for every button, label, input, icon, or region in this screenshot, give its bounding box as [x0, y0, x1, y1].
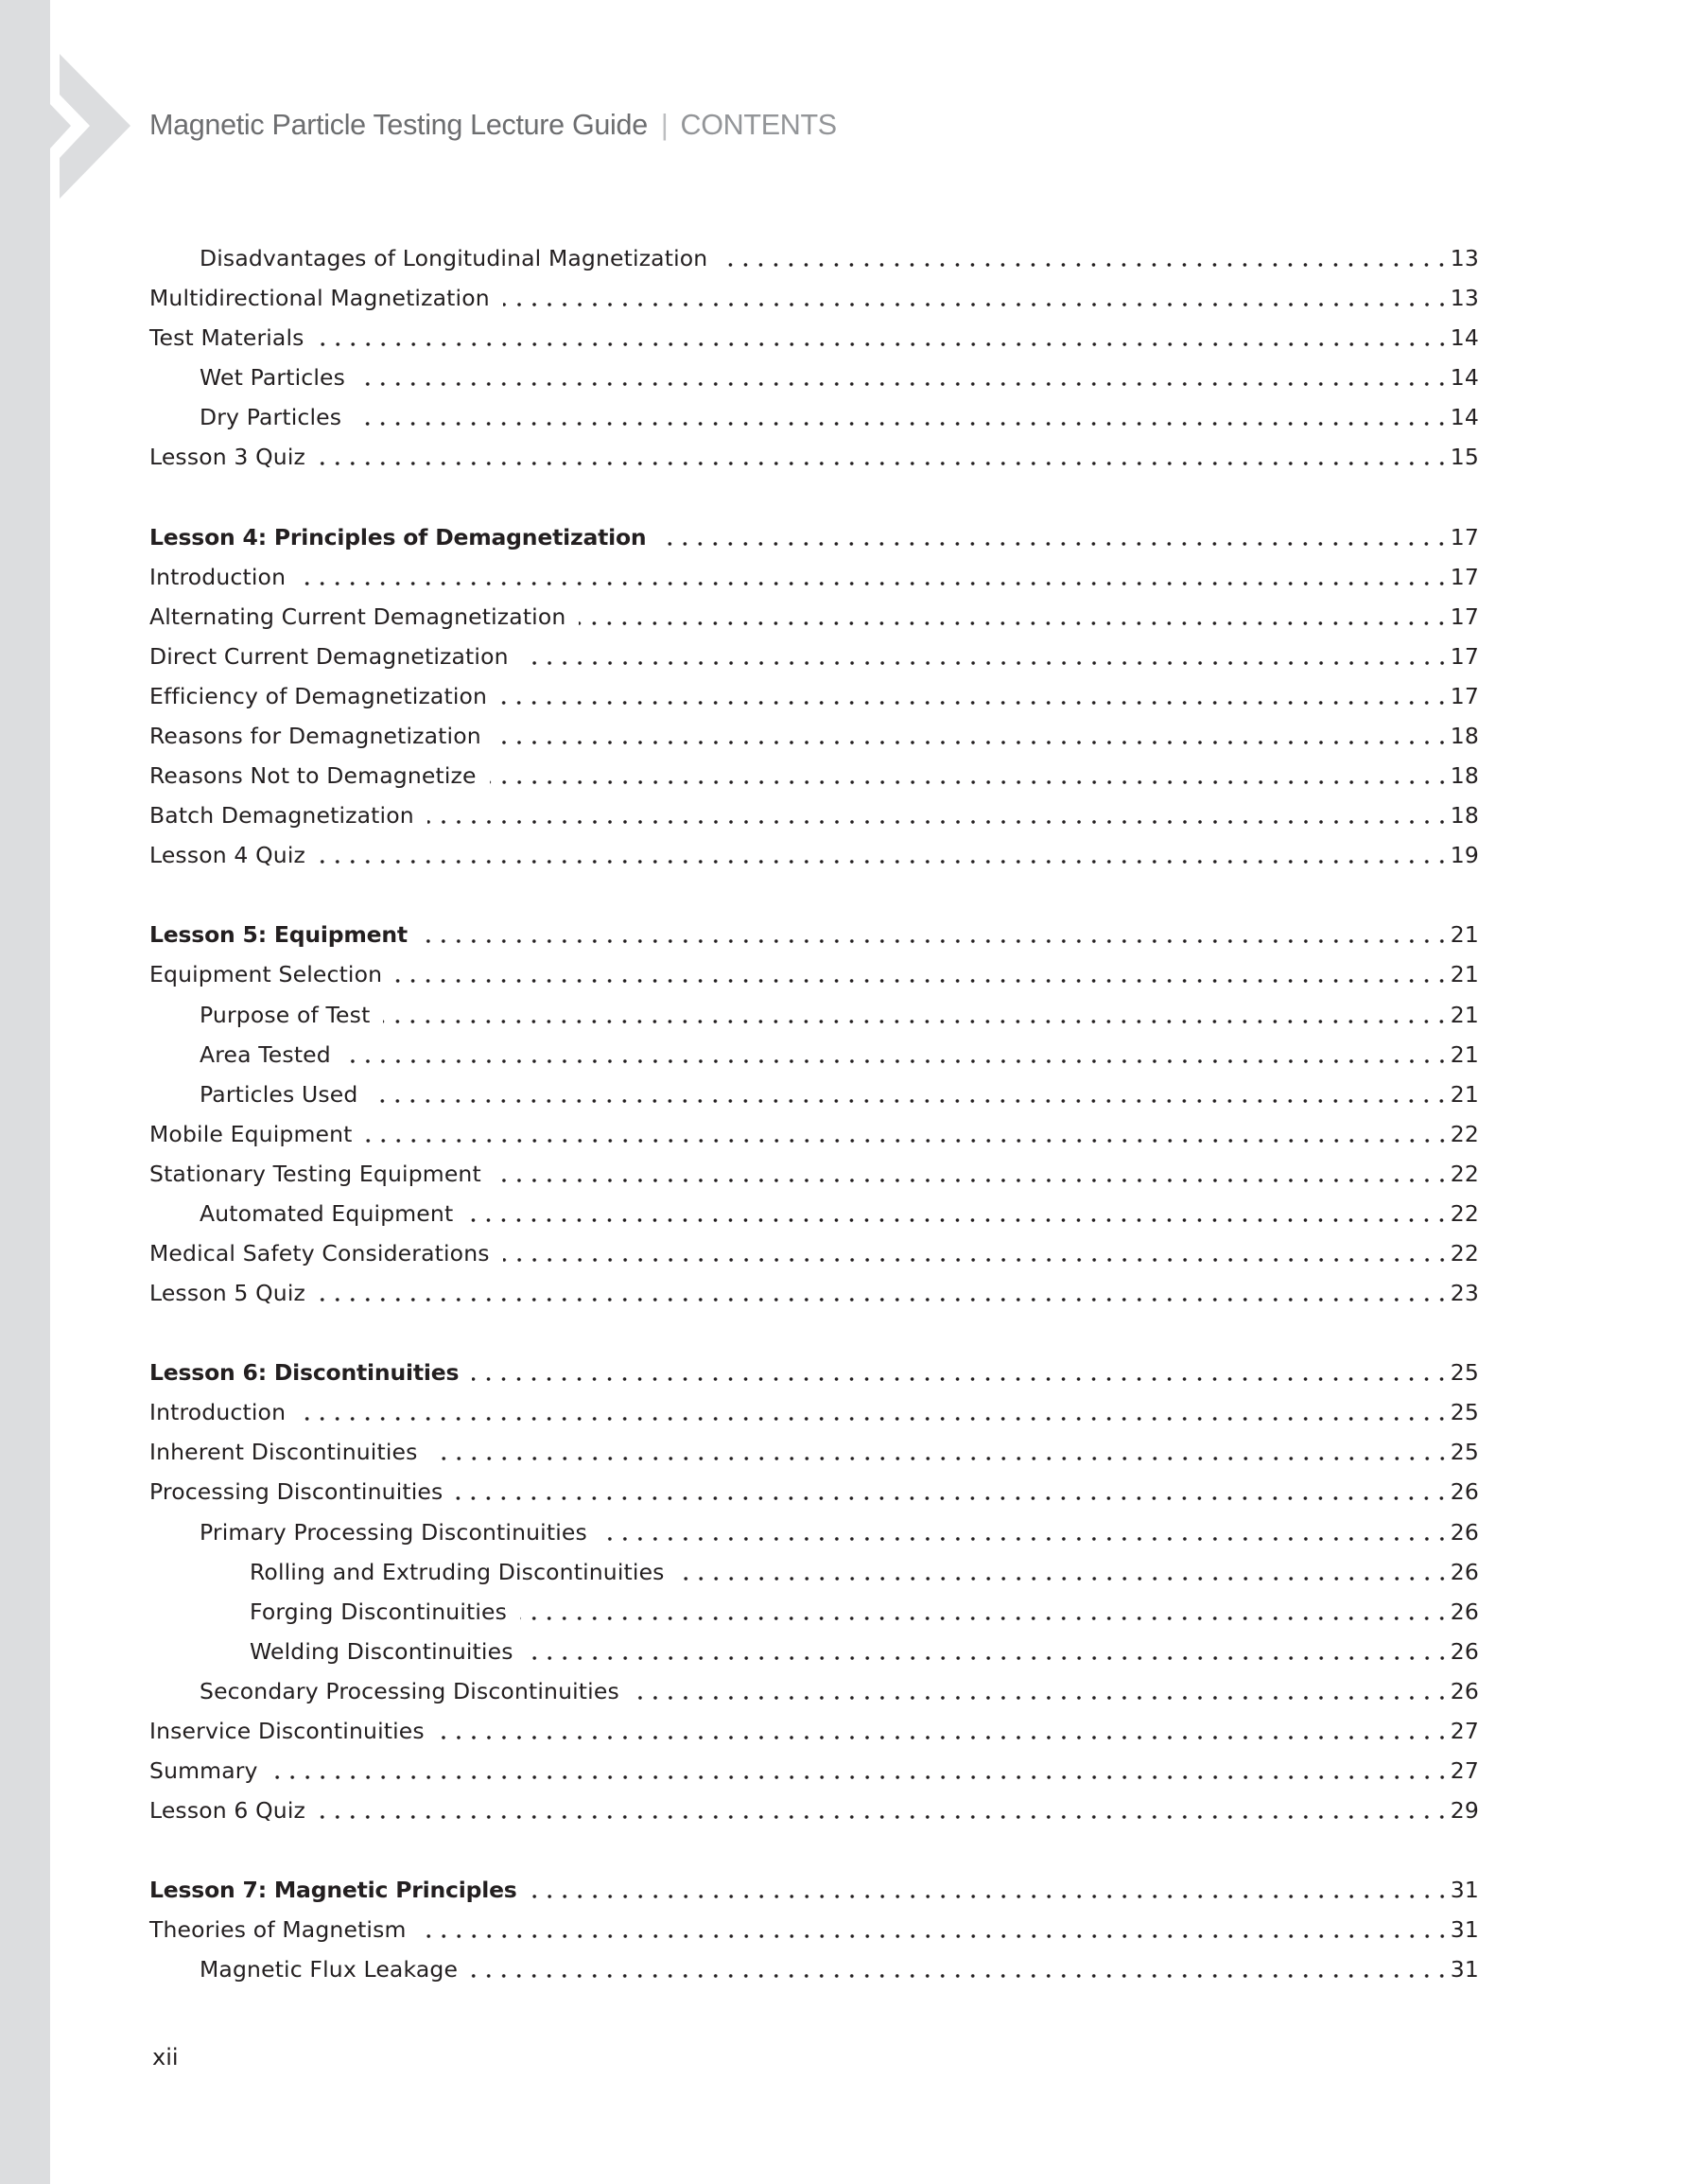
dot-leader — [472, 1377, 1450, 1381]
dot-leader — [371, 1099, 1449, 1103]
toc-entry-label: Alternating Current Demagnetization — [149, 603, 566, 630]
toc-entry-label: Area Tested — [200, 1040, 331, 1068]
dot-leader — [495, 1179, 1450, 1182]
toc-entry-page: 25 — [1450, 1439, 1479, 1466]
dot-leader — [522, 661, 1450, 665]
toc-entry[interactable] — [149, 799, 1479, 831]
toc-entry[interactable] — [149, 1396, 1479, 1428]
toc-entry-page: 14 — [1450, 324, 1479, 352]
section-name: CONTENTS — [680, 109, 837, 141]
toc-entry[interactable] — [149, 441, 1479, 473]
dot-leader — [600, 1537, 1450, 1541]
toc-entry-page: 23 — [1450, 1280, 1479, 1307]
dot-leader — [319, 462, 1450, 465]
toc-entry-label: Lesson 3 Quiz — [149, 444, 305, 471]
toc-entry-page: 26 — [1450, 1598, 1479, 1625]
toc-entry[interactable] — [149, 1039, 1479, 1071]
toc-entry[interactable] — [149, 640, 1479, 673]
dot-leader — [503, 303, 1450, 306]
toc-entry-label: Lesson 7: Magnetic Principles — [149, 1877, 517, 1904]
toc-entry-label: Lesson 5 Quiz — [149, 1280, 305, 1307]
dot-leader — [421, 939, 1450, 943]
dot-leader — [366, 1139, 1450, 1143]
toc-entry-label: Summary — [149, 1757, 258, 1785]
toc-lesson-heading[interactable] — [149, 918, 1479, 951]
header-separator: | — [660, 109, 669, 141]
dot-leader — [490, 780, 1450, 784]
toc-entry-page: 17 — [1450, 523, 1479, 550]
side-bar — [0, 0, 71, 2184]
toc-entry[interactable] — [149, 282, 1479, 314]
toc-entry-page: 25 — [1450, 1399, 1479, 1426]
dot-leader — [678, 1577, 1450, 1581]
toc-entry-page: 18 — [1450, 762, 1479, 790]
toc-entry-label: Test Materials — [149, 324, 304, 352]
toc-entry[interactable] — [149, 1635, 1479, 1668]
toc-entry[interactable] — [149, 680, 1479, 712]
dot-leader — [495, 741, 1450, 744]
toc-entry-label: Medical Safety Considerations — [149, 1240, 490, 1267]
toc-entry-label: Lesson 4 Quiz — [149, 842, 305, 869]
running-header — [149, 106, 837, 144]
dot-leader — [530, 1895, 1450, 1898]
toc-entry-label: Reasons Not to Demagnetize — [149, 762, 477, 790]
dot-leader — [299, 582, 1450, 585]
toc-entry-label: Lesson 6: Discontinuities — [149, 1359, 460, 1387]
toc-entry[interactable] — [149, 1596, 1479, 1628]
toc-entry-page: 14 — [1450, 364, 1479, 392]
dot-leader — [319, 1298, 1450, 1302]
toc-entry-page: 17 — [1450, 603, 1479, 630]
toc-entry[interactable] — [149, 1118, 1479, 1150]
toc-entry-label: Rolling and Extruding Discontinuities — [250, 1558, 665, 1585]
toc-entry-page: 31 — [1450, 1956, 1479, 1983]
toc-entry-label: Welding Discontinuities — [250, 1637, 513, 1665]
page-number: xii — [152, 2044, 179, 2070]
toc-entry-page: 26 — [1450, 1558, 1479, 1585]
toc-entry-page: 31 — [1450, 1877, 1479, 1904]
toc-entry-page: 21 — [1450, 1040, 1479, 1068]
dot-leader — [520, 1616, 1450, 1620]
toc-entry-page: 21 — [1450, 1001, 1479, 1028]
toc-entry[interactable] — [149, 958, 1479, 990]
toc-entry-label: Secondary Processing Discontinuities — [200, 1677, 619, 1704]
dot-leader — [383, 1020, 1449, 1023]
toc-entry-label: Introduction — [149, 563, 287, 590]
dot-leader — [319, 860, 1450, 864]
toc-entry[interactable] — [149, 720, 1479, 752]
toc-entry-label: Stationary Testing Equipment — [149, 1160, 481, 1187]
toc-entry[interactable] — [149, 1794, 1479, 1826]
toc-entry-page: 27 — [1450, 1717, 1479, 1744]
toc-entry-label: Lesson 5: Equipment — [149, 921, 408, 949]
dot-leader — [471, 1974, 1450, 1978]
toc-entry[interactable] — [149, 1755, 1479, 1787]
toc-entry-page: 22 — [1450, 1160, 1479, 1187]
toc-entry[interactable] — [149, 322, 1479, 354]
toc-entry-label: Batch Demagnetization — [149, 802, 414, 830]
toc-entry-label: Automated Equipment — [200, 1199, 454, 1227]
toc-entry[interactable] — [149, 1675, 1479, 1707]
toc-entry-label: Mobile Equipment — [149, 1120, 353, 1147]
toc-entry-page: 13 — [1450, 285, 1479, 312]
dot-leader — [721, 263, 1449, 267]
toc-entry-label: Processing Discontinuities — [149, 1478, 443, 1506]
document-title: Magnetic Particle Testing Lecture Guide — [149, 109, 648, 141]
toc-entry-label: Inservice Discontinuities — [149, 1717, 425, 1744]
toc-entry[interactable] — [149, 601, 1479, 633]
toc-entry-label: Equipment Selection — [149, 961, 383, 988]
toc-entry[interactable] — [149, 561, 1479, 593]
toc-lesson-heading[interactable] — [149, 521, 1479, 553]
toc-entry-page: 13 — [1450, 245, 1479, 271]
toc-entry[interactable] — [149, 401, 1479, 433]
toc-entry-label: Reasons for Demagnetization — [149, 722, 481, 749]
toc-entry-label: Wet Particles — [200, 364, 346, 392]
toc-entry[interactable] — [149, 1197, 1479, 1230]
dot-leader — [420, 1934, 1450, 1938]
toc-entry-page: 17 — [1450, 682, 1479, 709]
toc-entry-page: 17 — [1450, 642, 1479, 670]
toc-entry-label: Magnetic Flux Leakage — [200, 1956, 459, 1983]
toc-entry-page: 17 — [1450, 563, 1479, 590]
toc-entry-page: 21 — [1450, 961, 1479, 988]
toc-lesson-heading[interactable] — [149, 1356, 1479, 1389]
toc-entry[interactable] — [149, 1556, 1479, 1588]
toc-entry[interactable] — [149, 999, 1479, 1031]
dot-leader — [395, 979, 1450, 983]
dot-leader — [358, 382, 1450, 386]
toc-entry[interactable] — [149, 1277, 1479, 1309]
toc-entry-label: Theories of Magnetism — [149, 1916, 407, 1944]
toc-entry-page: 21 — [1450, 1080, 1479, 1108]
dot-leader — [466, 1218, 1449, 1222]
toc-entry-label: Lesson 4: Principles of Demagnetization — [149, 523, 647, 550]
toc-entry-page: 19 — [1450, 842, 1479, 869]
toc-entry-label: Disadvantages of Longitudinal Magnetization — [200, 245, 708, 271]
toc-entry[interactable] — [149, 1078, 1479, 1110]
dot-leader — [355, 422, 1450, 426]
toc-entry-page: 21 — [1450, 921, 1479, 949]
side-bar-chevron-icon — [0, 0, 132, 2184]
toc-entry-page: 29 — [1450, 1797, 1479, 1825]
toc-entry[interactable] — [149, 1516, 1479, 1548]
toc-entry-page: 31 — [1450, 1916, 1479, 1944]
dot-leader — [527, 1656, 1450, 1660]
toc-entry-label: Inherent Discontinuities — [149, 1439, 418, 1466]
toc-entry-page: 26 — [1450, 1518, 1479, 1546]
toc-entry-label: Primary Processing Discontinuities — [200, 1518, 587, 1546]
toc-entry-label: Efficiency of Demagnetization — [149, 682, 488, 709]
toc-entry[interactable] — [149, 1953, 1479, 1985]
dot-leader — [319, 1815, 1450, 1819]
dot-leader — [427, 820, 1450, 824]
toc-entry[interactable] — [149, 242, 1479, 274]
toc-entry[interactable] — [149, 760, 1479, 792]
toc-entry-page: 22 — [1450, 1120, 1479, 1147]
dot-leader — [271, 1775, 1450, 1779]
toc-entry-label: Direct Current Demagnetization — [149, 642, 509, 670]
toc-entry-page: 25 — [1450, 1359, 1479, 1387]
toc-entry-page: 26 — [1450, 1677, 1479, 1704]
toc-entry[interactable] — [149, 1913, 1479, 1946]
toc-entry-page: 18 — [1450, 802, 1479, 830]
toc-entry-page: 18 — [1450, 722, 1479, 749]
toc-entry-label: Particles Used — [200, 1080, 358, 1108]
toc-entry-page: 15 — [1450, 444, 1479, 471]
toc-entry-label: Lesson 6 Quiz — [149, 1797, 305, 1825]
toc-entry-label: Dry Particles — [200, 404, 342, 431]
toc-entry-label: Forging Discontinuities — [250, 1598, 508, 1625]
toc-entry-page: 22 — [1450, 1199, 1479, 1227]
toc-entry-page: 26 — [1450, 1637, 1479, 1665]
dot-leader — [659, 542, 1449, 546]
dot-leader — [456, 1496, 1449, 1500]
dot-leader — [500, 701, 1450, 705]
toc-entry-label: Purpose of Test — [200, 1001, 371, 1028]
toc-entry[interactable] — [149, 1715, 1479, 1747]
toc-entry-page: 27 — [1450, 1757, 1479, 1785]
toc-entry[interactable] — [149, 1237, 1479, 1269]
dot-leader — [503, 1258, 1450, 1262]
dot-leader — [344, 1059, 1450, 1063]
dot-leader — [431, 1457, 1450, 1460]
toc-entry-label: Multidirectional Magnetization — [149, 285, 490, 312]
dot-leader — [633, 1696, 1450, 1700]
dot-leader — [318, 342, 1450, 346]
toc-entry[interactable] — [149, 1158, 1479, 1190]
toc-entry[interactable] — [149, 1436, 1479, 1468]
dot-leader — [299, 1417, 1450, 1421]
toc-entry[interactable] — [149, 1476, 1479, 1508]
toc-entry-label: Introduction — [149, 1399, 287, 1426]
toc-entry-page: 26 — [1450, 1478, 1479, 1506]
dot-leader — [438, 1736, 1450, 1739]
toc-entry[interactable] — [149, 361, 1479, 393]
toc-entry[interactable] — [149, 839, 1479, 871]
toc-lesson-heading[interactable] — [149, 1874, 1479, 1906]
toc-entry-page: 14 — [1450, 404, 1479, 431]
dot-leader — [579, 621, 1449, 625]
toc-entry-page: 22 — [1450, 1240, 1479, 1267]
